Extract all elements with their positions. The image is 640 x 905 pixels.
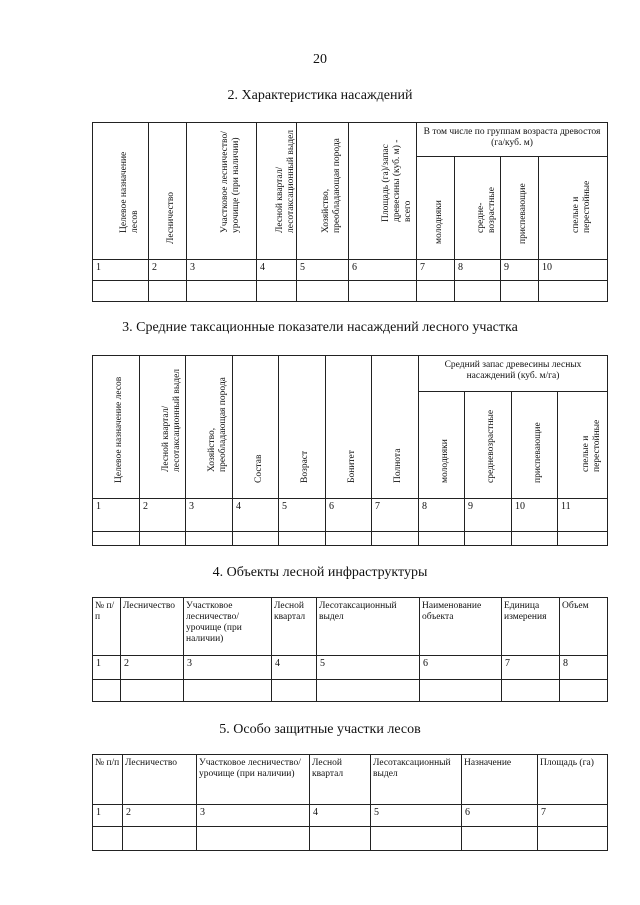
header-forestry: Лесничество — [149, 123, 187, 260]
header-quarter: Лесной квартал — [272, 598, 317, 656]
column-number: 6 — [420, 656, 502, 680]
section-3-title: 3. Средние таксационные показатели насаждений лесного участка — [122, 320, 518, 335]
column-number: 9 — [501, 260, 539, 281]
column-number: 6 — [349, 260, 417, 281]
header-average-stock: Средний запас древесины лесных насаждений (куб. м/га) — [419, 356, 608, 392]
header-district-forestry: Участковое лесничество/ урочище (при наличии) — [184, 598, 272, 656]
header-quarter-plot: Лесной квартал/ лесотаксационный выдел — [257, 123, 297, 260]
section-2-title: 2. Характеристика насаждений — [227, 88, 413, 103]
header-district-forestry: Участковое лесничество/ урочище (при наличии) — [187, 123, 257, 260]
column-number: 7 — [417, 260, 455, 281]
column-number: 4 — [272, 656, 317, 680]
column-number: 4 — [310, 805, 371, 827]
header-middle-aged: средне- возрастные — [455, 157, 501, 260]
header-plot: Лесотаксационный выдел — [371, 755, 462, 805]
column-number: 1 — [93, 499, 140, 532]
column-number: 3 — [186, 499, 233, 532]
header-row-number: № п/п — [93, 598, 121, 656]
header-maturing: приспевающие — [512, 392, 558, 499]
header-purpose: Назначение — [462, 755, 538, 805]
header-density: Полнота — [372, 356, 419, 499]
column-number: 8 — [560, 656, 608, 680]
column-numbers-row — [93, 805, 608, 827]
column-number: 3 — [197, 805, 310, 827]
header-economy-species: Хозяйство, преобладающая порода — [186, 356, 233, 499]
column-numbers-row — [93, 656, 608, 680]
header-area: Площадь (га) — [538, 755, 608, 805]
column-number: 11 — [558, 499, 608, 532]
empty-data-row — [93, 680, 608, 702]
header-bonitet: Бонитет — [326, 356, 372, 499]
column-number: 2 — [149, 260, 187, 281]
header-quarter-plot: Лесной квартал/ лесотаксационный выдел — [140, 356, 186, 499]
header-composition: Состав — [233, 356, 279, 499]
header-maturing: приспевающие — [501, 157, 539, 260]
header-volume: Объем — [560, 598, 608, 656]
column-number: 5 — [279, 499, 326, 532]
column-number: 1 — [93, 260, 149, 281]
column-number: 6 — [462, 805, 538, 827]
header-young: молодняки — [419, 392, 465, 499]
header-economy-species: Хозяйство, преобладающая порода — [297, 123, 349, 260]
header-age-groups: В том числе по группам возраста древостоя (га/куб. м) — [417, 123, 608, 157]
column-number: 5 — [371, 805, 462, 827]
column-number: 1 — [93, 805, 123, 827]
column-numbers-row — [93, 260, 608, 281]
header-area-stock: Площадь (га)/запас древесины (куб. м) - всего — [349, 123, 417, 260]
header-plot: Лесотаксационный выдел — [317, 598, 420, 656]
column-number: 4 — [233, 499, 279, 532]
header-row-number: № п/п — [93, 755, 123, 805]
header-purpose: Целевое назначение лесов — [93, 123, 149, 260]
table-protective-areas — [92, 754, 608, 851]
header-object-name: Наименование объекта — [420, 598, 502, 656]
column-number: 5 — [297, 260, 349, 281]
column-number: 2 — [121, 656, 184, 680]
table-plantation-characteristics — [92, 122, 608, 302]
header-quarter: Лесной квартал — [310, 755, 371, 805]
column-number: 10 — [512, 499, 558, 532]
column-number: 2 — [140, 499, 186, 532]
header-forestry: Лесничество — [121, 598, 184, 656]
column-number: 8 — [455, 260, 501, 281]
header-purpose: Целевое назначение лесов — [93, 356, 140, 499]
header-district-forestry: Участковое лесничество/урочище (при наличии) — [197, 755, 310, 805]
column-number: 10 — [539, 260, 608, 281]
column-number: 9 — [465, 499, 512, 532]
column-number: 1 — [93, 656, 121, 680]
header-age: Возраст — [279, 356, 326, 499]
table-forest-infrastructure — [92, 597, 608, 702]
empty-data-row — [93, 532, 608, 546]
column-number: 4 — [257, 260, 297, 281]
section-5-title: 5. Особо защитные участки лесов — [219, 722, 421, 737]
column-number: 3 — [184, 656, 272, 680]
column-number: 7 — [372, 499, 419, 532]
header-unit: Единица измерения — [502, 598, 560, 656]
column-number: 3 — [187, 260, 257, 281]
empty-data-row — [93, 827, 608, 851]
table-taxation-indicators — [92, 355, 608, 546]
section-4-title: 4. Объекты лесной инфраструктуры — [212, 565, 428, 580]
header-mature-overmature: спелые и перестойные — [558, 392, 608, 499]
header-forestry: Лесничество — [123, 755, 197, 805]
page-number: 20 — [313, 52, 327, 67]
column-number: 7 — [538, 805, 608, 827]
column-number: 7 — [502, 656, 560, 680]
empty-data-row — [93, 281, 608, 302]
header-young: молодняки — [417, 157, 455, 260]
header-mature-overmature: спелые и перестойные — [539, 157, 608, 260]
column-number: 5 — [317, 656, 420, 680]
column-number: 6 — [326, 499, 372, 532]
column-numbers-row — [93, 499, 608, 532]
header-middle-aged: средневозрастные — [465, 392, 512, 499]
column-number: 8 — [419, 499, 465, 532]
column-number: 2 — [123, 805, 197, 827]
